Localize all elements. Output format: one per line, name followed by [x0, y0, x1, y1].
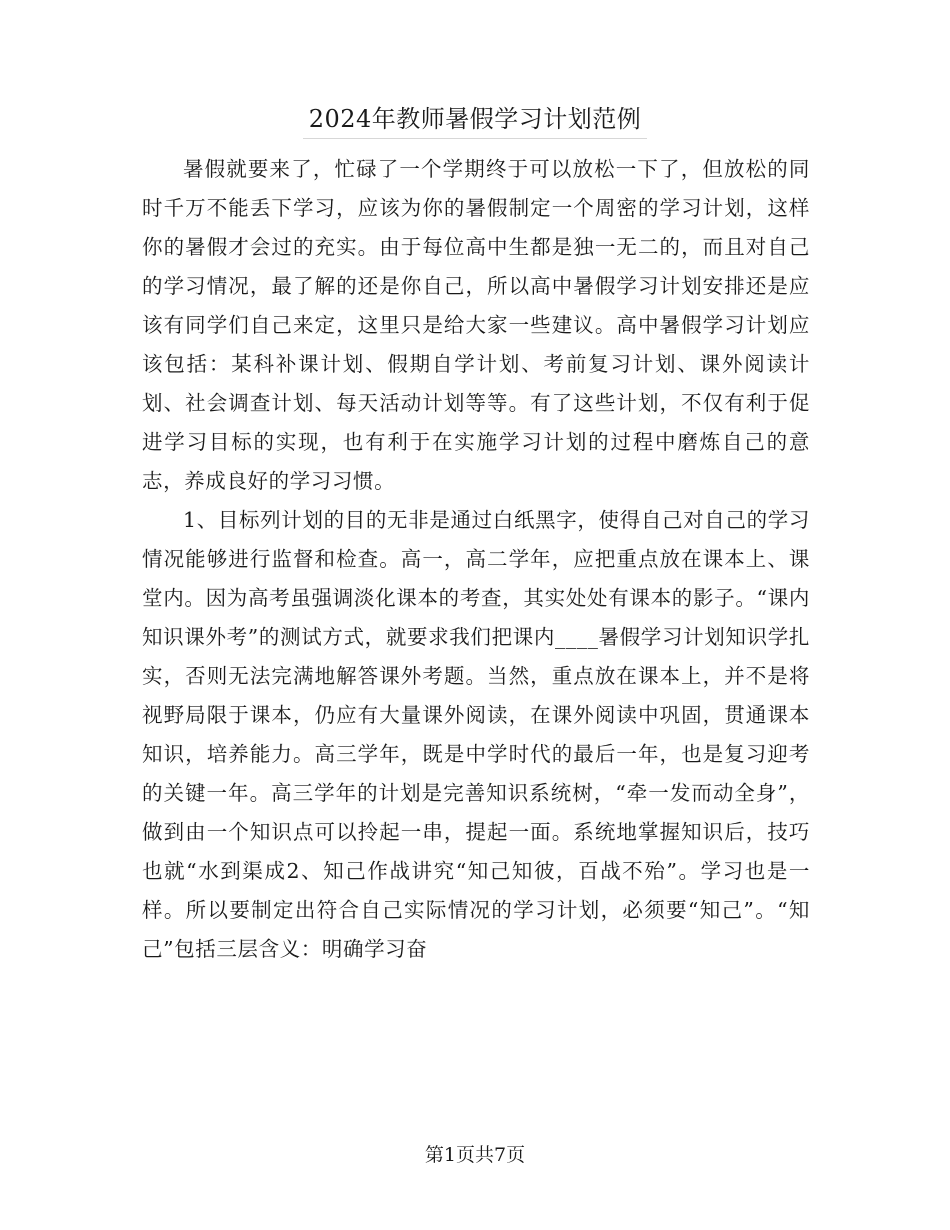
document-title: 2024年教师暑假学习计划范例 [303, 100, 648, 139]
paragraph-goal: 1、目标列计划的目的无非是通过白纸黑字，使得自己对自己的学习情况能够进行监督和检查。高一，高二学年，应把重点放在课本上、课堂内。因为高考虽强调淡化课本的考查，其实处处有课本的影子。“课内知识课外考”的测试方式，就要求我们把课内____暑假学习计划知识学扎实，否则无法完满地解答课外考题。当然，重点放在课本上，并不是将视野局限于课本，仍应有大量课外阅读，在课外阅读中巩固，贯通课本知识，培养能力。高三学年，既是中学时代的最后一年，也是复习迎考的关键一年。高三学年的计划是完善知识系统树，“牵一发而动全身”，做到由一个知识点可以拎起一串，提起一面。系统地掌握知识后，技巧也就“水到渠成2、知己作战讲究“知己知彼，百战不殆”。学习也是一样。所以要制定出符合自己实际情况的学习计划，必须要“知己”。“知己”包括三层含义：明确学习奋 [142, 508, 810, 961]
title-area [0, 100, 950, 139]
page-number: 第1页共7页 [424, 1144, 526, 1166]
document-body [142, 150, 810, 969]
paragraph-intro: 暑假就要来了，忙碌了一个学期终于可以放松一下了，但放松的同时千万不能丢下学习，应该为你的暑假制定一个周密的学习计划，这样你的暑假才会过的充实。由于每位高中生都是独一无二的，而且对自己的学习情况，最了解的还是你自己，所以高中暑假学习计划安排还是应该有同学们自己来定，这里只是给大家一些建议。高中暑假学习计划应该包括：某科补课计划、假期自学计划、考前复习计划、课外阅读计划、社会调查计划、每天活动计划等等。有了这些计划，不仅有利于促进学习目标的实现，也有利于在实施学习计划的过程中磨炼自己的意志，养成良好的学习习惯。 [142, 157, 810, 493]
